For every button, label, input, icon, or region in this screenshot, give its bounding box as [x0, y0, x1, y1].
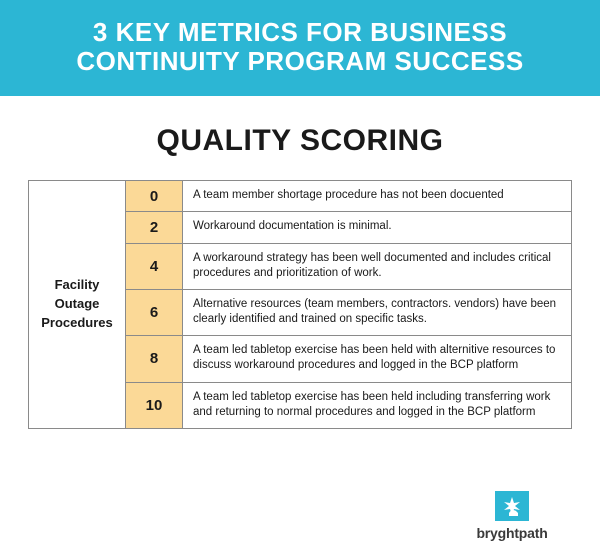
row-label-line3: Procedures	[41, 315, 113, 330]
page-title-line1: 3 KEY METRICS FOR BUSINESS	[92, 17, 508, 47]
row-label-line2: Outage	[54, 296, 100, 312]
brand-logo	[452, 491, 572, 541]
description-cell: A team led tabletop exercise has been held including transferring work and returning to normal procedures and logged in the BCP platform	[183, 382, 572, 428]
score-cell: 10	[126, 382, 183, 428]
description-cell: A workaround strategy has been well documented and includes critical procedures and prioritization of work.	[183, 243, 572, 289]
section-title: QUALITY SCORING	[156, 124, 444, 158]
sunburst-icon	[495, 491, 529, 521]
row-label-facility-outage-procedures	[29, 181, 126, 429]
brand-name: bryghtpath	[476, 525, 548, 541]
scoring-table-wrapper	[28, 180, 572, 429]
scoring-table	[28, 180, 572, 429]
description-cell: A team led tabletop exercise has been held with alternitive resources to discuss workaround procedures and logged in the BCP platform	[183, 336, 572, 382]
score-cell: 8	[126, 336, 183, 382]
description-cell: Alternative resources (team members, contractors. vendors) have been clearly identified and trained on specific tasks.	[183, 289, 572, 335]
description-cell: A team member shortage procedure has not been docuented	[183, 181, 572, 212]
score-cell: 2	[126, 212, 183, 243]
page-title-line2: CONTINUITY PROGRAM SUCCESS	[76, 46, 524, 77]
table-row	[29, 181, 572, 212]
score-cell: 0	[126, 181, 183, 212]
header-band	[0, 0, 600, 96]
score-cell: 4	[126, 243, 183, 289]
page-title	[20, 18, 580, 76]
description-cell: Workaround documentation is minimal.	[183, 212, 572, 243]
score-cell: 6	[126, 289, 183, 335]
row-label-line1: Facility	[54, 277, 100, 293]
